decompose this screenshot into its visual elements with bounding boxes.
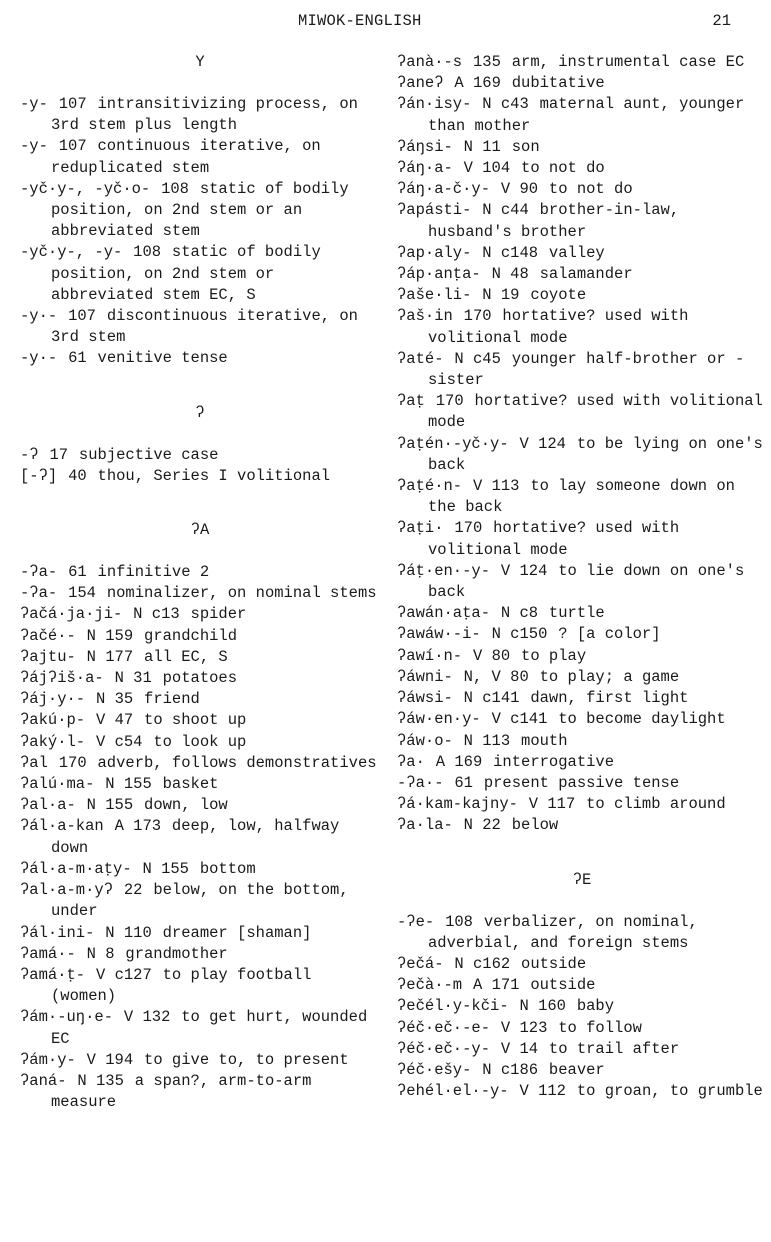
dictionary-entry: [397, 52, 767, 73]
entry-gloss: to become daylight: [558, 710, 726, 729]
entry-word: ʔám·y-: [20, 1050, 76, 1069]
entry-gloss: to lie down on one's back: [428, 561, 745, 602]
entry-gloss: continuous iterative, on reduplicated stem: [51, 137, 321, 177]
entry-word: ʔečél·y-kči-: [397, 997, 509, 1016]
entry-word: ʔá·kam-kajny-: [397, 795, 518, 814]
entry-gloss: younger half-brother or -sister: [428, 349, 745, 390]
entry-gloss: to play; a game: [539, 667, 680, 686]
entry-word: ʔáŋ·a-č·y-: [397, 180, 491, 199]
dictionary-entry: [397, 264, 767, 285]
dictionary-entry: [397, 912, 767, 954]
section-gap: [397, 837, 767, 870]
entry-word: -ʔe-: [397, 912, 435, 931]
entry-gloss: coyote: [530, 286, 587, 305]
entry-gloss: potatoes: [162, 669, 238, 688]
entry-ref: 154: [68, 584, 96, 603]
entry-ref: V 132: [123, 1008, 171, 1027]
dictionary-entry: [20, 859, 380, 880]
dictionary-entry: [20, 880, 380, 922]
entry-ref: V 123: [500, 1018, 548, 1037]
entry-gloss: grandchild: [144, 626, 238, 645]
entry-word: ʔáŋsi-: [397, 137, 453, 156]
entry-gloss: a span?, arm-to-arm measure: [51, 1071, 312, 1112]
entry-ref: N 135: [77, 1071, 124, 1090]
entry-gloss: to follow: [558, 1018, 642, 1037]
entry-ref: 17: [49, 445, 69, 464]
entry-gloss: brother-in-law, husband's brother: [428, 201, 680, 241]
dictionary-entry: [397, 391, 767, 433]
entry-word: ʔal: [20, 753, 48, 772]
entry-ref: N 159: [86, 626, 134, 645]
entry-word: ʔačá·ja·ji-: [20, 605, 123, 624]
entry-ref: 61: [454, 773, 473, 792]
dictionary-entry: [20, 306, 380, 348]
entry-ref: A 171: [472, 976, 520, 995]
entry-ref: 108: [445, 912, 473, 931]
entry-word: -ʔa-: [20, 584, 58, 603]
entry-gloss: hortative? used with volitional mode: [428, 307, 689, 347]
entry-ref: V 194: [86, 1050, 134, 1069]
dictionary-entry: [20, 816, 380, 858]
entry-word: -y·-: [20, 307, 58, 326]
entry-gloss: beaver: [548, 1060, 605, 1079]
left-column: [20, 52, 380, 1113]
entry-word: ʔaṭén·-yč·y-: [397, 434, 509, 453]
entry-gloss: thou, Series I volitional: [97, 466, 331, 485]
entry-word: ʔamá·-: [20, 944, 76, 963]
dictionary-entry: [397, 815, 767, 836]
dictionary-entry: [397, 773, 767, 794]
dictionary-entry: [397, 1018, 767, 1039]
dictionary-entry: [397, 561, 767, 603]
dictionary-entry: [397, 243, 767, 264]
entry-gloss: intransitivizing process, on 3rd stem plus length: [51, 95, 358, 135]
entry-ref: V 113: [472, 477, 520, 496]
entry-word: ʔalú·ma-: [20, 775, 95, 794]
dictionary-entry: [397, 624, 767, 645]
entry-gloss: spider: [190, 605, 247, 624]
dictionary-entry: [20, 965, 380, 1007]
entry-gloss: outside: [521, 954, 587, 973]
dictionary-entry: [397, 73, 767, 94]
entry-ref: A 169: [435, 752, 483, 771]
entry-word: ʔečá-: [397, 954, 444, 973]
entry-word: ʔáp·anṭa-: [397, 265, 481, 284]
entry-word: -yč·y-, -yč·o-: [20, 179, 151, 198]
dictionary-entry: [20, 604, 380, 625]
entry-gloss: son: [511, 137, 540, 156]
entry-ref: 107: [68, 307, 96, 326]
entry-word: -ʔa-: [20, 563, 58, 582]
entry-ref: 108: [161, 179, 189, 198]
entry-ref: N 8: [86, 944, 115, 963]
entry-gloss: maternal aunt, younger than mother: [428, 95, 745, 135]
entry-ref: N 155: [86, 796, 134, 815]
entry-ref: A 173: [114, 817, 162, 836]
entry-word: -ʔa·-: [397, 773, 444, 792]
dictionary-entry: [20, 94, 380, 136]
entry-ref: N c186: [482, 1060, 539, 1079]
entry-word: ʔa·: [397, 752, 425, 771]
dictionary-entry: [397, 518, 767, 560]
entry-gloss: below: [511, 816, 559, 835]
entry-gloss: dubitative: [511, 74, 605, 93]
dictionary-entry: [20, 1071, 380, 1113]
entry-ref: N 155: [105, 775, 152, 794]
entry-word: ʔal·a-: [20, 796, 76, 815]
entry-word: ʔál·a-kan: [20, 817, 104, 836]
dictionary-entry: [397, 975, 767, 996]
entry-ref: N c141: [463, 689, 520, 708]
entry-word: ʔáw·o-: [397, 731, 453, 750]
dictionary-entry: [397, 285, 767, 306]
entry-gloss: to get hurt, wounded EC: [51, 1008, 368, 1048]
entry-gloss: baby: [576, 997, 615, 1016]
entry-gloss: to look up: [153, 732, 247, 751]
entry-gloss: infinitive 2: [97, 563, 210, 582]
entry-ref: V c127: [95, 965, 152, 984]
entry-word: ʔaṭ: [397, 392, 425, 411]
entry-ref: N c8: [500, 604, 539, 623]
entry-gloss: outside: [530, 976, 596, 995]
dictionary-entry: [397, 794, 767, 815]
dictionary-entry: [20, 179, 380, 243]
entry-ref: 170: [463, 307, 492, 326]
entry-ref: N 19: [482, 286, 520, 305]
entry-word: ʔakú·p-: [20, 711, 86, 730]
entry-word: ʔaš·in: [397, 307, 453, 326]
entry-gloss: grandmother: [125, 944, 228, 963]
entry-ref: N c13: [133, 605, 180, 624]
entry-ref: 61: [68, 563, 87, 582]
entry-ref: N 22: [463, 816, 501, 835]
entry-gloss: to shoot up: [144, 711, 247, 730]
entry-ref: V 14: [500, 1039, 539, 1058]
entry-gloss: arm, instrumental case EC: [511, 53, 745, 71]
section-gap: [20, 370, 380, 403]
entry-ref: 135: [472, 53, 501, 71]
entry-ref: 170: [454, 519, 483, 538]
entry-word: ʔán·isy-: [397, 95, 472, 114]
entry-ref: V c54: [95, 732, 143, 751]
entry-gloss: hortative? used with volitional mode: [428, 392, 763, 432]
entry-ref: 61: [68, 349, 87, 368]
dictionary-entry: [20, 689, 380, 710]
section-heading: ʔE: [572, 870, 592, 889]
section-heading: ʔA: [190, 521, 210, 540]
entry-gloss: down, low: [144, 796, 228, 815]
entry-gloss: to play football (women): [51, 965, 312, 1006]
section-gap: [20, 487, 380, 520]
entry-word: ʔájʔiš·a-: [20, 669, 104, 688]
entry-word: ʔáw·en·y-: [397, 710, 481, 729]
dictionary-entry: [20, 445, 380, 466]
entry-word: ʔám·-uŋ·e-: [20, 1008, 114, 1027]
entry-gloss: deep, low, halfway down: [51, 817, 340, 857]
dictionary-entry: [397, 709, 767, 730]
entry-word: ʔaṭé·n-: [397, 477, 463, 496]
entry-word: ʔačé·-: [20, 626, 76, 645]
entry-word: ʔáŋ·a-: [397, 159, 453, 178]
entry-gloss: salamander: [539, 265, 633, 284]
entry-word: ʔáj·y·-: [20, 690, 86, 709]
dictionary-entry: [397, 752, 767, 773]
entry-gloss: nominalizer, on nominal stems: [106, 584, 377, 603]
entry-word: ʔawáw·-i-: [397, 625, 481, 644]
entry-ref: 107: [58, 95, 87, 113]
page-header: [0, 11, 771, 33]
entry-ref: N 160: [519, 997, 566, 1016]
entry-ref: N c162: [454, 954, 511, 973]
entry-word: ʔaté-: [397, 349, 444, 368]
entry-ref: N 110: [105, 923, 152, 942]
entry-word: ʔaná-: [20, 1071, 67, 1090]
entry-ref: V 117: [528, 795, 576, 814]
entry-word: ʔaký·l-: [20, 732, 86, 751]
entry-word: [-ʔ]: [20, 466, 58, 485]
entry-gloss: to play: [521, 646, 587, 665]
entry-gloss: venitive tense: [97, 349, 228, 368]
section-heading: ʔ: [195, 403, 205, 422]
entry-ref: V 112: [519, 1082, 566, 1101]
dictionary-entry: [20, 774, 380, 795]
dictionary-entry: [397, 1060, 767, 1081]
entry-ref: 22: [123, 881, 143, 900]
dictionary-entry: [20, 1050, 380, 1071]
entry-ref: N 31: [114, 669, 152, 688]
entry-ref: N, V 80: [463, 667, 529, 686]
entry-gloss: mouth: [521, 731, 568, 750]
dictionary-entry: [20, 944, 380, 965]
entry-word: ʔaṭi·: [397, 519, 444, 538]
dictionary-entry: [397, 667, 767, 688]
entry-gloss: ? [a color]: [558, 625, 661, 644]
entry-gloss: static of bodily position, on 2nd stem or an abbreviated stem: [51, 179, 349, 241]
entry-gloss: to climb around: [586, 795, 726, 814]
dictionary-entry: [397, 434, 767, 476]
page-number: 21: [712, 12, 731, 30]
entry-ref: 40: [68, 466, 87, 485]
entry-ref: V 90: [500, 180, 539, 199]
entry-gloss: to lay someone down on the back: [428, 477, 735, 517]
dictionary-entry: [20, 795, 380, 816]
entry-gloss: dawn, first light: [530, 689, 689, 708]
entry-gloss: bottom: [199, 859, 256, 878]
entry-ref: N c148: [482, 243, 539, 262]
entry-word: ʔečà·-m: [397, 976, 463, 995]
entry-word: ʔap·aly-: [397, 243, 472, 262]
dictionary-entry: [397, 94, 767, 136]
entry-word: ʔéč·eč·-y-: [397, 1039, 491, 1058]
entry-gloss: to groan, to grumble: [576, 1082, 763, 1101]
entry-word: ʔáwni-: [397, 667, 453, 686]
entry-gloss: to give to, to present: [144, 1050, 349, 1069]
entry-word: -y·-: [20, 349, 58, 368]
entry-word: ʔawí·n-: [397, 646, 463, 665]
entry-ref: V 124: [500, 561, 548, 580]
dictionary-entry: [397, 137, 767, 158]
dictionary-entry: [20, 1007, 380, 1049]
entry-gloss: to not do: [521, 159, 605, 178]
entry-word: -ʔ: [20, 445, 39, 464]
dictionary-entry: [20, 753, 380, 774]
entry-ref: V 47: [95, 711, 134, 730]
dictionary-entry: [397, 996, 767, 1017]
entry-word: ʔaneʔ: [397, 74, 444, 93]
entry-gloss: adverb, follows demonstratives: [97, 753, 377, 772]
entry-word: ʔapásti-: [397, 201, 472, 220]
entry-word: ʔanà·-s: [397, 53, 463, 71]
right-column: [397, 52, 767, 1102]
entry-ref: N 113: [463, 731, 511, 750]
entry-ref: N c150: [491, 625, 548, 644]
dictionary-entry: [397, 476, 767, 518]
entry-ref: 108: [133, 243, 162, 262]
dictionary-entry: [20, 923, 380, 944]
entry-word: ʔa·la-: [397, 816, 453, 835]
entry-ref: A 169: [454, 74, 501, 93]
entry-ref: N 35: [95, 690, 134, 709]
dictionary-entry: [397, 603, 767, 624]
entry-gloss: friend: [144, 690, 200, 709]
entry-ref: N c43: [482, 95, 529, 114]
entry-word: ʔéč·ešy-: [397, 1060, 472, 1079]
dictionary-entry: [397, 731, 767, 752]
entry-ref: V 80: [472, 646, 511, 665]
dictionary-entry: [20, 562, 380, 583]
entry-ref: N 11: [463, 137, 501, 156]
entry-gloss: present passive tense: [483, 773, 680, 792]
dictionary-entry: [20, 242, 380, 306]
dictionary-entry: [397, 1081, 767, 1102]
entry-gloss: static of bodily position, on 2nd stem or abbreviated stem EC, S: [51, 243, 321, 304]
entry-gloss: basket: [162, 775, 219, 794]
entry-gloss: subjective case: [78, 445, 219, 464]
dictionary-entry: [397, 179, 767, 200]
entry-gloss: to not do: [548, 180, 633, 199]
dictionary-entry: [20, 583, 380, 604]
entry-gloss: all EC, S: [144, 647, 228, 666]
dictionary-entry: [20, 136, 380, 178]
entry-word: -y-: [20, 137, 48, 156]
dictionary-entry: [20, 710, 380, 731]
dictionary-entry: [397, 688, 767, 709]
entry-ref: N c45: [454, 349, 501, 368]
dictionary-entry: [397, 1039, 767, 1060]
entry-ref: N 48: [491, 265, 529, 284]
entry-word: ʔamá·ṭ-: [20, 965, 86, 984]
entry-ref: N c44: [482, 201, 529, 220]
dictionary-entry: [20, 348, 380, 369]
entry-gloss: below, on the bottom, under: [51, 881, 349, 921]
entry-word: -y-: [20, 95, 48, 113]
dictionary-entry: [397, 646, 767, 667]
entry-gloss: discontinuous iterative, on 3rd stem: [51, 307, 358, 347]
entry-ref: N 177: [86, 647, 134, 666]
entry-gloss: valley: [548, 243, 605, 262]
entry-word: ʔál·ini-: [20, 923, 95, 942]
entry-word: ʔehél·el·-y-: [397, 1082, 509, 1101]
entry-word: ʔáṭ·en·-y-: [397, 561, 491, 580]
entry-gloss: hortative? used with volitional mode: [428, 519, 680, 559]
entry-gloss: dreamer [shaman]: [162, 923, 312, 942]
entry-ref: 170: [435, 392, 464, 411]
dictionary-entry: [20, 466, 380, 487]
page-title: MIWOK-ENGLISH: [298, 12, 422, 30]
entry-ref: V 124: [519, 434, 566, 453]
dictionary-entry: [397, 349, 767, 391]
entry-gloss: interrogative: [493, 752, 615, 771]
dictionary-entry: [397, 200, 767, 242]
entry-gloss: to be lying on one's back: [428, 434, 763, 474]
entry-word: ʔáwsi-: [397, 689, 453, 708]
entry-word: ʔal·a-m·yʔ: [20, 881, 114, 900]
dictionary-entry: [20, 732, 380, 753]
dictionary-entry: [397, 954, 767, 975]
entry-gloss: turtle: [548, 604, 605, 623]
entry-word: ʔál·a-m·aṭy-: [20, 859, 132, 878]
entry-ref: 107: [58, 137, 87, 156]
entry-ref: N 155: [142, 859, 189, 878]
entry-ref: V 104: [463, 159, 511, 178]
entry-word: ʔéč·eč·-e-: [397, 1018, 491, 1037]
entry-gloss: to trail after: [548, 1039, 680, 1058]
dictionary-entry: [397, 306, 767, 348]
entry-word: ʔaše·li-: [397, 286, 472, 305]
entry-gloss: verbalizer, on nominal, adverbial, and foreign stems: [428, 912, 698, 952]
dictionary-entry: [20, 626, 380, 647]
entry-ref: 170: [58, 753, 87, 772]
entry-ref: V c141: [491, 710, 548, 729]
dictionary-entry: [20, 647, 380, 668]
dictionary-entry: [20, 668, 380, 689]
dictionary-entry: [397, 158, 767, 179]
section-heading: Y: [195, 53, 205, 71]
entry-word: -yč·y-, -y-: [20, 243, 123, 262]
entry-word: ʔawán·aṭa-: [397, 604, 491, 623]
entry-word: ʔajtu-: [20, 647, 76, 666]
